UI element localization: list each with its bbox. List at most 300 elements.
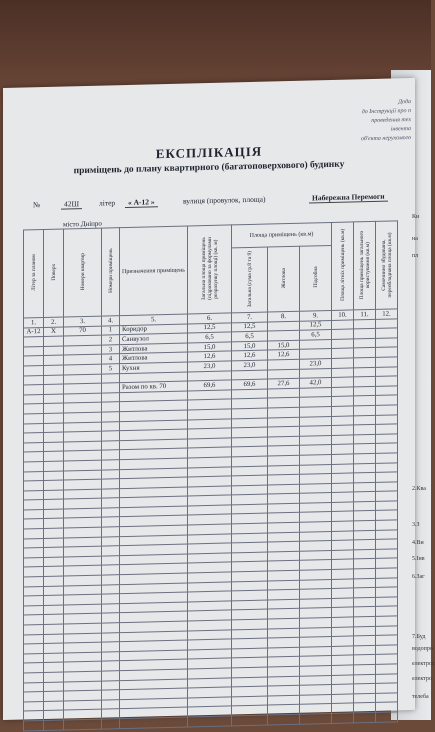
col-header: Житлова	[268, 246, 300, 312]
table-cell	[332, 348, 354, 358]
table-cell	[332, 339, 354, 349]
table-cell	[44, 682, 64, 692]
col-header: Площа літніх приміщень (кв.м)	[332, 222, 354, 311]
table-cell	[332, 367, 354, 377]
table-cell	[44, 336, 64, 346]
table-cell	[376, 376, 398, 386]
table-cell	[24, 452, 44, 462]
table-cell	[354, 588, 376, 598]
table-cell	[376, 424, 398, 434]
edge-text: телеба	[412, 694, 429, 700]
table-cell	[376, 338, 398, 348]
table-cell	[376, 635, 398, 645]
table-cell	[44, 471, 64, 481]
table-cell	[102, 517, 120, 527]
table-cell	[44, 586, 64, 596]
table-cell	[376, 664, 398, 674]
col-header: Призначення приміщень	[120, 226, 188, 316]
table-cell	[354, 463, 376, 473]
table-cell	[44, 605, 64, 615]
table-cell	[332, 425, 354, 435]
table-cell	[24, 356, 44, 366]
table-cell	[376, 453, 398, 463]
edge-text: електро	[412, 676, 432, 682]
table-cell: 70	[64, 326, 102, 337]
street-label: вулиця (провулок, площа)	[183, 194, 266, 206]
number-value: 42Ш	[61, 199, 82, 210]
column-number: 5.	[120, 314, 188, 325]
table-cell	[354, 540, 376, 550]
table-cell	[354, 511, 376, 521]
table-cell	[332, 454, 354, 464]
table-cell	[24, 672, 44, 682]
table-cell	[44, 480, 64, 490]
table-cell	[376, 462, 398, 472]
table-cell	[24, 538, 44, 548]
meta-line	[33, 191, 413, 210]
table-cell	[354, 396, 376, 406]
edge-text: пл	[412, 253, 419, 259]
table-cell: Кухня	[120, 362, 188, 373]
table-cell	[64, 719, 102, 730]
table-cell	[24, 557, 44, 567]
page-title: ЕКСПЛІКАЦІЯ	[155, 143, 263, 162]
col-header: Літер за планом	[24, 230, 44, 318]
table-cell: 23,0	[300, 358, 332, 368]
col-header: Самочинно збудована, переобладнана площа (кв.м)	[376, 221, 398, 310]
table-cell	[376, 558, 398, 568]
table-cell	[102, 613, 120, 623]
table-cell	[354, 674, 376, 684]
table-cell	[354, 338, 376, 348]
table-cell	[120, 717, 188, 728]
table-cell	[44, 394, 64, 404]
table-cell	[354, 655, 376, 665]
table-cell	[354, 348, 376, 358]
column-number: 1.	[24, 318, 44, 328]
column-number: 4.	[102, 316, 120, 326]
table-cell	[44, 595, 64, 605]
table-cell	[24, 394, 44, 404]
table-cell	[354, 501, 376, 511]
table-cell	[354, 549, 376, 559]
table-cell	[354, 492, 376, 502]
table-cell	[354, 684, 376, 694]
table-cell	[332, 636, 354, 646]
table-cell	[188, 716, 232, 727]
table-cell	[102, 469, 120, 479]
table-cell	[102, 536, 120, 546]
table-cell	[24, 692, 44, 702]
table-cell	[354, 530, 376, 540]
table-cell	[44, 375, 64, 385]
table-cell	[332, 463, 354, 473]
page-subtitle: приміщень до плану квартирного (багатоповерхового) будинку	[73, 159, 345, 177]
table-cell	[24, 385, 44, 395]
table-cell	[102, 546, 120, 556]
table-cell	[332, 655, 354, 665]
table-cell	[24, 490, 44, 500]
table-cell	[354, 712, 376, 722]
table-cell	[102, 680, 120, 690]
col-header: Поверх	[44, 229, 64, 317]
table-cell	[44, 720, 64, 730]
table-cell	[354, 607, 376, 617]
table-cell	[102, 709, 120, 719]
table-cell	[102, 575, 120, 585]
table-cell	[354, 703, 376, 713]
edge-text: електрос	[412, 661, 435, 667]
explication-table	[23, 220, 398, 731]
table-cell: 42,0	[300, 378, 332, 388]
table-cell	[376, 347, 398, 357]
corner-line: проведення тех	[371, 117, 411, 124]
column-number: 6.	[188, 313, 232, 324]
table-cell	[102, 642, 120, 652]
col-header: Загальна площа приміщень (підраховано за формулами розрахунку площі) (кв. м)	[188, 225, 232, 314]
table-cell	[376, 702, 398, 712]
table-cell	[44, 614, 64, 624]
table-cell	[232, 715, 268, 725]
table-cell	[102, 671, 120, 681]
table-cell	[102, 623, 120, 633]
city: місто Дніпро	[63, 219, 102, 229]
table-cell	[376, 597, 398, 607]
table-cell	[44, 432, 64, 442]
table-cell	[376, 328, 398, 338]
table-cell	[332, 713, 354, 723]
table-cell: 27,6	[268, 378, 300, 388]
table-cell	[300, 713, 332, 723]
table-cell	[24, 442, 44, 452]
table-cell	[332, 511, 354, 521]
table-cell: 5	[102, 364, 120, 374]
table-cell	[44, 423, 64, 433]
table-cell	[376, 645, 398, 655]
edge-text: водопро	[412, 646, 433, 652]
table-cell	[376, 395, 398, 405]
table-cell: А-12	[24, 327, 44, 337]
table-cell	[24, 500, 44, 510]
table-cell	[44, 413, 64, 423]
table-cell: 15,0	[188, 342, 232, 353]
table-cell	[376, 472, 398, 482]
table-cell	[102, 690, 120, 700]
col-header: Загальна (сума гр.8 та 9)	[232, 247, 268, 313]
edge-text: на	[412, 236, 418, 242]
table-cell	[24, 663, 44, 673]
table-cell: 69,6	[188, 380, 232, 391]
table-cell	[24, 481, 44, 491]
table-cell	[102, 431, 120, 441]
edge-text: 3.З	[412, 522, 420, 528]
table-cell: 15,0	[232, 341, 268, 351]
table-cell	[44, 672, 64, 682]
table-cell	[332, 588, 354, 598]
table-cell	[102, 402, 120, 412]
table-cell	[44, 624, 64, 634]
table-cell	[44, 662, 64, 672]
table-cell	[24, 548, 44, 558]
table-cell	[24, 375, 44, 385]
table-cell	[376, 482, 398, 492]
table-cell	[332, 521, 354, 531]
table-cell	[332, 473, 354, 483]
edge-text: Ки	[412, 214, 420, 220]
table-cell	[44, 461, 64, 471]
table-cell	[332, 492, 354, 502]
edge-text: 7.Буд	[412, 634, 426, 640]
table-cell	[354, 616, 376, 626]
table-cell	[44, 557, 64, 567]
table-cell	[102, 479, 120, 489]
table-cell	[332, 406, 354, 416]
table-cell	[354, 444, 376, 454]
corner-line: до Інструкції про п	[361, 108, 411, 116]
table-cell	[332, 684, 354, 694]
table-cell	[354, 357, 376, 367]
table-cell: 6,5	[188, 332, 232, 343]
table-cell	[376, 443, 398, 453]
table-cell	[354, 693, 376, 703]
table-cell	[102, 498, 120, 508]
table-cell	[354, 626, 376, 636]
table-cell: 12,5	[188, 323, 232, 334]
table-cell	[332, 617, 354, 627]
table-cell: 3	[102, 344, 120, 354]
column-number: 12.	[376, 309, 398, 319]
column-number: 10.	[332, 310, 354, 320]
table-cell	[376, 693, 398, 703]
table-cell: 2	[102, 335, 120, 345]
table-cell	[44, 701, 64, 711]
table-cell	[332, 435, 354, 445]
table-cell: 1	[102, 325, 120, 335]
table-cell	[332, 320, 354, 330]
column-number: 11.	[354, 309, 376, 319]
table-cell	[332, 387, 354, 397]
table-cell: 12,6	[232, 350, 268, 360]
table-cell	[102, 555, 120, 565]
table-cell: Коридор	[120, 324, 188, 335]
table-cell	[102, 603, 120, 613]
edge-text: 5.Інв	[412, 556, 425, 562]
table-cell	[44, 528, 64, 538]
table-cell	[332, 646, 354, 656]
table-cell	[44, 653, 64, 663]
table-cell: 69,6	[232, 379, 268, 389]
table-cell	[354, 386, 376, 396]
table-cell	[376, 520, 398, 530]
table-cell	[332, 415, 354, 425]
column-number: 8.	[268, 311, 300, 321]
table-cell	[332, 579, 354, 589]
table-cell	[24, 701, 44, 711]
table-cell	[24, 577, 44, 587]
table-cell	[376, 673, 398, 683]
table-cell	[44, 547, 64, 557]
table-cell	[44, 403, 64, 413]
table-cell	[376, 549, 398, 559]
table-cell	[44, 538, 64, 548]
table-cell	[268, 714, 300, 724]
table-cell	[24, 682, 44, 692]
table-cell	[24, 586, 44, 596]
table-cell	[376, 616, 398, 626]
table-cell: 12,5	[232, 322, 268, 332]
table-cell	[44, 355, 64, 365]
table-cell	[24, 596, 44, 606]
table-cell: Житлова	[120, 343, 188, 354]
table-cell	[102, 699, 120, 709]
table-cell: 12,6	[188, 351, 232, 362]
table-cell: 15,0	[268, 340, 300, 350]
table-cell: Житлова	[120, 352, 188, 363]
table-cell	[332, 396, 354, 406]
table-cell	[102, 373, 120, 383]
corner-line: об'єкта нерухомого	[360, 135, 411, 143]
street-value: Набережна Перемоги	[309, 192, 388, 204]
table-cell	[44, 566, 64, 576]
col-header: Номери приміщень	[102, 228, 120, 316]
table-cell	[24, 471, 44, 481]
table-cell	[376, 606, 398, 616]
number-label: №	[33, 200, 41, 210]
table-cell	[102, 584, 120, 594]
table-cell	[102, 440, 120, 450]
table-cell	[332, 550, 354, 560]
table-cell	[24, 634, 44, 644]
table-cell	[44, 490, 64, 500]
table-cell	[332, 674, 354, 684]
column-number: 3.	[64, 316, 102, 327]
table-cell	[102, 719, 120, 729]
table-cell	[354, 329, 376, 339]
table-cell	[44, 643, 64, 653]
table-cell	[376, 434, 398, 444]
table-cell	[102, 412, 120, 422]
table-cell	[44, 442, 64, 452]
table-cell	[44, 634, 64, 644]
table-cell	[332, 627, 354, 637]
table-cell	[376, 530, 398, 540]
table-cell	[354, 664, 376, 674]
table-cell	[332, 329, 354, 339]
table-cell	[354, 597, 376, 607]
liter-label: літер	[99, 198, 116, 208]
table-cell	[102, 508, 120, 518]
table-cell	[44, 509, 64, 519]
table-cell	[354, 578, 376, 588]
table-cell	[24, 529, 44, 539]
table-cell	[332, 607, 354, 617]
table-cell	[354, 415, 376, 425]
table-cell	[24, 461, 44, 471]
table-cell: Разом по кв. 70	[120, 381, 188, 392]
table-cell	[332, 598, 354, 608]
table-cell	[332, 569, 354, 579]
table-cell: Х	[44, 327, 64, 337]
table-cell	[24, 509, 44, 519]
table-cell	[24, 423, 44, 433]
table-cell	[24, 567, 44, 577]
document-sheet	[3, 78, 415, 720]
table-cell	[332, 483, 354, 493]
table-cell	[376, 683, 398, 693]
table-cell	[354, 425, 376, 435]
table-cell	[376, 414, 398, 424]
table-cell	[354, 367, 376, 377]
edge-text: 4.Ви	[412, 540, 424, 546]
table-cell: Санвузол	[120, 333, 188, 344]
table-cell: 12,5	[300, 320, 332, 330]
table-cell	[354, 559, 376, 569]
col-header: Підсобна	[300, 245, 332, 311]
table-cell	[44, 710, 64, 720]
table-cell	[44, 451, 64, 461]
table-cell	[102, 651, 120, 661]
table-cell	[332, 559, 354, 569]
table-cell	[44, 346, 64, 356]
table-cell	[24, 653, 44, 663]
table-body	[24, 318, 398, 730]
table-cell	[102, 632, 120, 642]
table-cell	[24, 644, 44, 654]
table-cell	[102, 594, 120, 604]
table-cell	[332, 665, 354, 675]
corner-note	[341, 98, 411, 145]
table-cell	[102, 450, 120, 460]
table-cell	[24, 404, 44, 414]
column-number: 9.	[300, 310, 332, 320]
table-cell	[24, 365, 44, 375]
table-cell	[376, 357, 398, 367]
table-cell	[376, 539, 398, 549]
table-cell	[332, 540, 354, 550]
table-cell	[44, 384, 64, 394]
table-cell	[102, 527, 120, 537]
table-cell	[354, 377, 376, 387]
table-cell	[376, 405, 398, 415]
table-cell	[102, 488, 120, 498]
table-cell	[332, 502, 354, 512]
table-cell	[354, 482, 376, 492]
table-cell	[332, 377, 354, 387]
table-cell	[332, 694, 354, 704]
table-cell	[24, 625, 44, 635]
table-cell	[44, 499, 64, 509]
table-cell	[376, 568, 398, 578]
table-cell	[354, 568, 376, 578]
table-cell: 6,5	[300, 330, 332, 340]
table-cell	[332, 444, 354, 454]
table-cell	[354, 405, 376, 415]
table-cell	[102, 421, 120, 431]
table-cell	[376, 491, 398, 501]
table-cell	[24, 433, 44, 443]
table-cell	[354, 472, 376, 482]
corner-line: Дода	[398, 99, 411, 106]
table-cell: 12,6	[268, 350, 300, 360]
table-cell: 23,0	[188, 361, 232, 372]
table-cell	[102, 392, 120, 402]
table-cell	[102, 460, 120, 470]
table-cell	[24, 711, 44, 721]
column-number: 7.	[232, 312, 268, 322]
table-cell	[376, 577, 398, 587]
table-cell	[24, 720, 44, 730]
table-cell	[24, 519, 44, 529]
